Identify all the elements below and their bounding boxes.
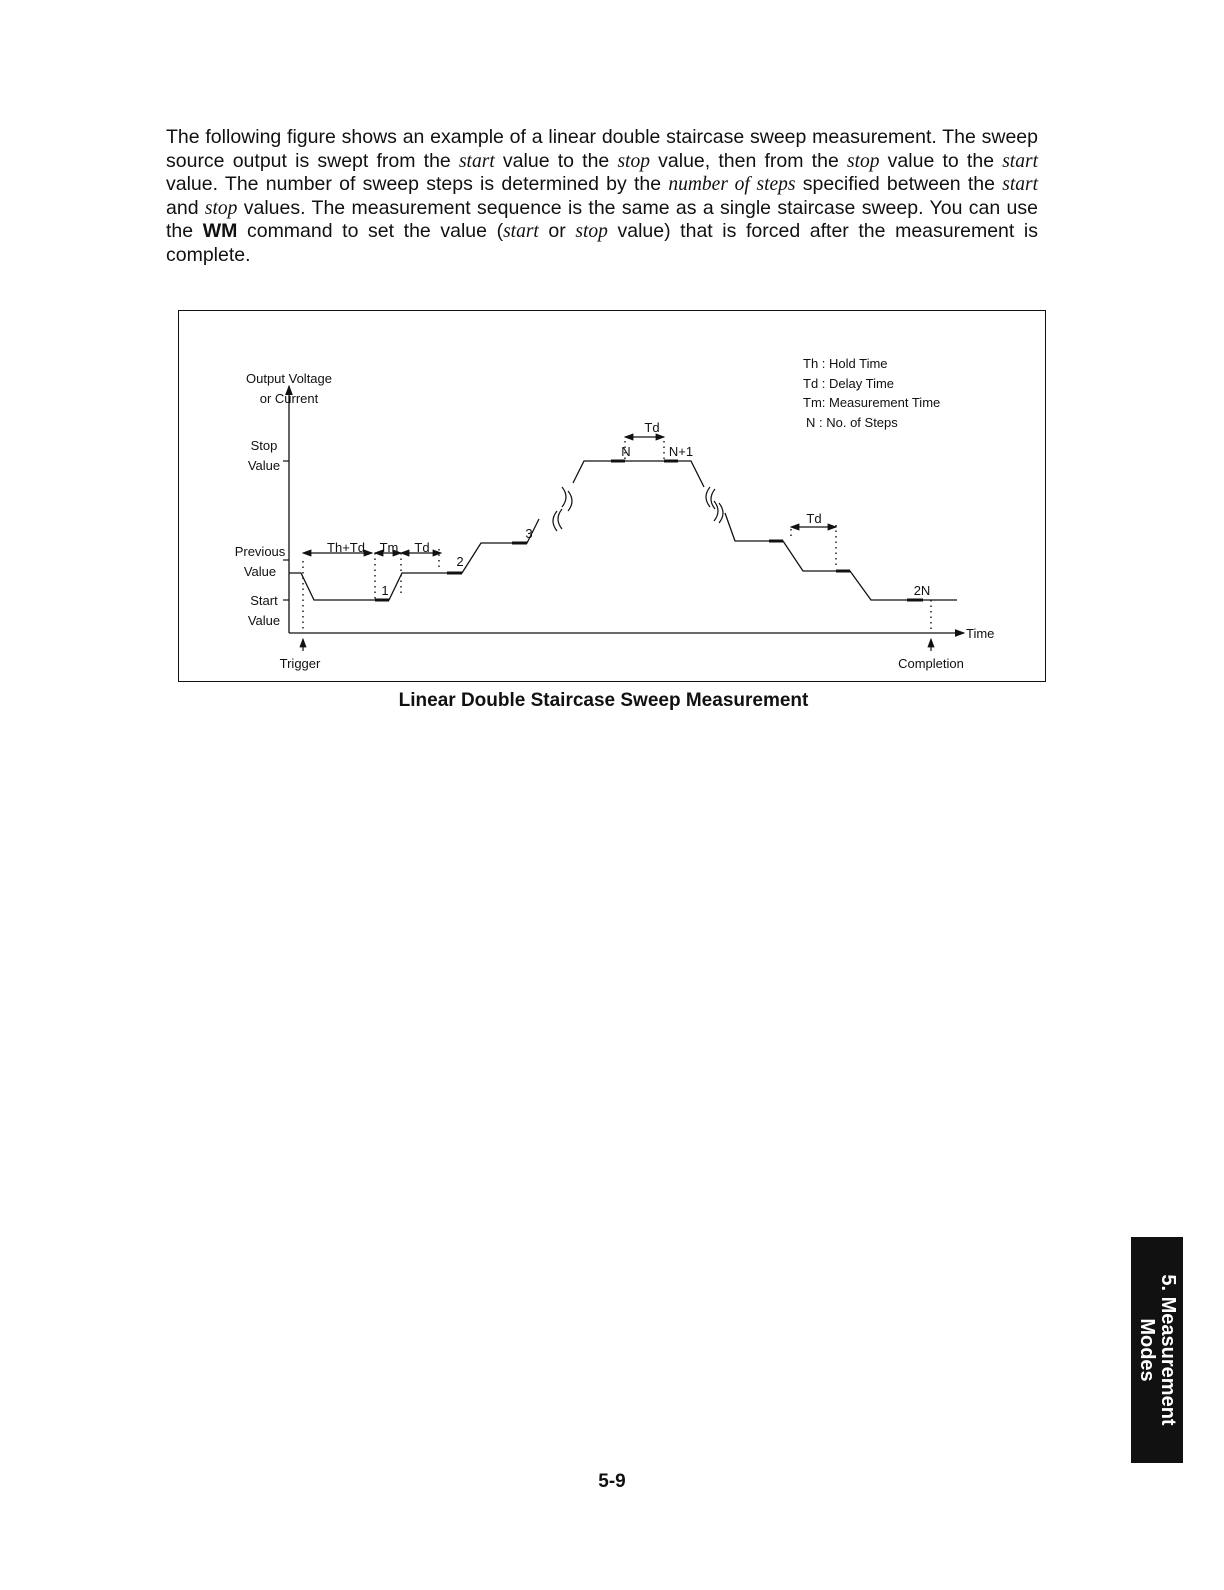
paragraph-italic-term: stop	[204, 197, 238, 219]
legend	[803, 356, 940, 430]
y-axis-label-1: Output Voltage	[245, 371, 333, 386]
step-2n-label: 2N	[913, 583, 931, 598]
time-label: Time	[966, 626, 995, 641]
paragraph-text: value. The number of sweep steps is determined by the	[166, 173, 669, 196]
paragraph-italic-term: stop	[575, 221, 608, 243]
paragraph-bold-term: WM	[202, 220, 238, 243]
legend-hold-time: Th : Hold Time	[803, 356, 888, 371]
paragraph-text: or	[538, 220, 576, 243]
section-tab-text	[1136, 1237, 1178, 1463]
timing-tm-label: Tm	[379, 540, 399, 555]
paragraph-italic-term: stop	[846, 150, 880, 172]
dotted-guides	[303, 441, 931, 633]
paragraph-text: values. The measurement sequence is the same as a single staircase sweep. You can use the	[166, 196, 1038, 243]
td-right-label: Td	[806, 511, 822, 526]
paragraph-text: command to set the value (	[237, 220, 504, 243]
stop-label-1: Stop	[250, 438, 278, 453]
figure-caption: Linear Double Staircase Sweep Measurement	[398, 690, 809, 711]
previous-label-1: Previous	[234, 544, 286, 559]
legend-no-of-steps: N : No. of Steps	[806, 415, 898, 430]
page-number: 5-9	[598, 1471, 626, 1492]
paragraph-italic-term: start	[458, 150, 495, 172]
paragraph-text: and	[166, 196, 205, 219]
paragraph-italic-term: start	[1002, 150, 1038, 172]
sweep-diagram	[178, 310, 1046, 682]
y-axis-label-2: or Current	[259, 391, 319, 406]
paragraph-text: value, then from the	[649, 149, 847, 172]
paragraph-text: value) that is forced after the measurement is complete.	[166, 220, 1038, 266]
paragraph-text: specified between the	[795, 173, 1003, 196]
step-n-label: N	[621, 444, 631, 459]
section-tab-line-2: Modes	[1136, 1318, 1158, 1382]
completion-label: Completion	[898, 656, 964, 671]
stop-label-2: Value	[247, 458, 281, 473]
intro-paragraph	[166, 126, 1038, 268]
paragraph-italic-term: start	[1002, 174, 1038, 196]
step-2-label: 2	[456, 554, 464, 569]
start-label-2: Value	[247, 613, 281, 628]
start-label-1: Start	[250, 593, 278, 608]
legend-measurement-time: Tm: Measurement Time	[803, 395, 941, 410]
previous-label-2: Value	[243, 564, 277, 579]
trigger-label: Trigger	[279, 656, 321, 671]
timing-th-td-label: Th+Td	[327, 540, 365, 555]
section-tab-line-1: 5. Measurement	[1157, 1274, 1179, 1426]
paragraph-text: The following figure shows an example of a linear double staircase sweep measurement. The sweep source output is swept from the	[166, 126, 1038, 172]
step-3-label: 3	[525, 526, 533, 541]
step-1-label: 1	[381, 583, 389, 598]
measurement-marks	[375, 461, 923, 600]
section-tab	[1131, 1237, 1183, 1463]
sweep-diagram-svg	[179, 311, 1047, 683]
sweep-waveform	[289, 461, 957, 600]
paragraph-italic-term: number of steps	[668, 174, 796, 196]
timing-td-label: Td	[414, 540, 430, 555]
paragraph-italic-term: start	[503, 221, 539, 243]
break-mark-left	[553, 487, 572, 531]
paragraph-text: value to the	[494, 149, 618, 172]
paragraph-text: value to the	[879, 149, 1003, 172]
td-top-label: Td	[644, 420, 660, 435]
paragraph-italic-term: stop	[617, 150, 650, 172]
legend-delay-time: Td : Delay Time	[803, 376, 895, 391]
break-mark-right	[706, 487, 723, 523]
step-n1-label: N+1	[668, 444, 694, 459]
